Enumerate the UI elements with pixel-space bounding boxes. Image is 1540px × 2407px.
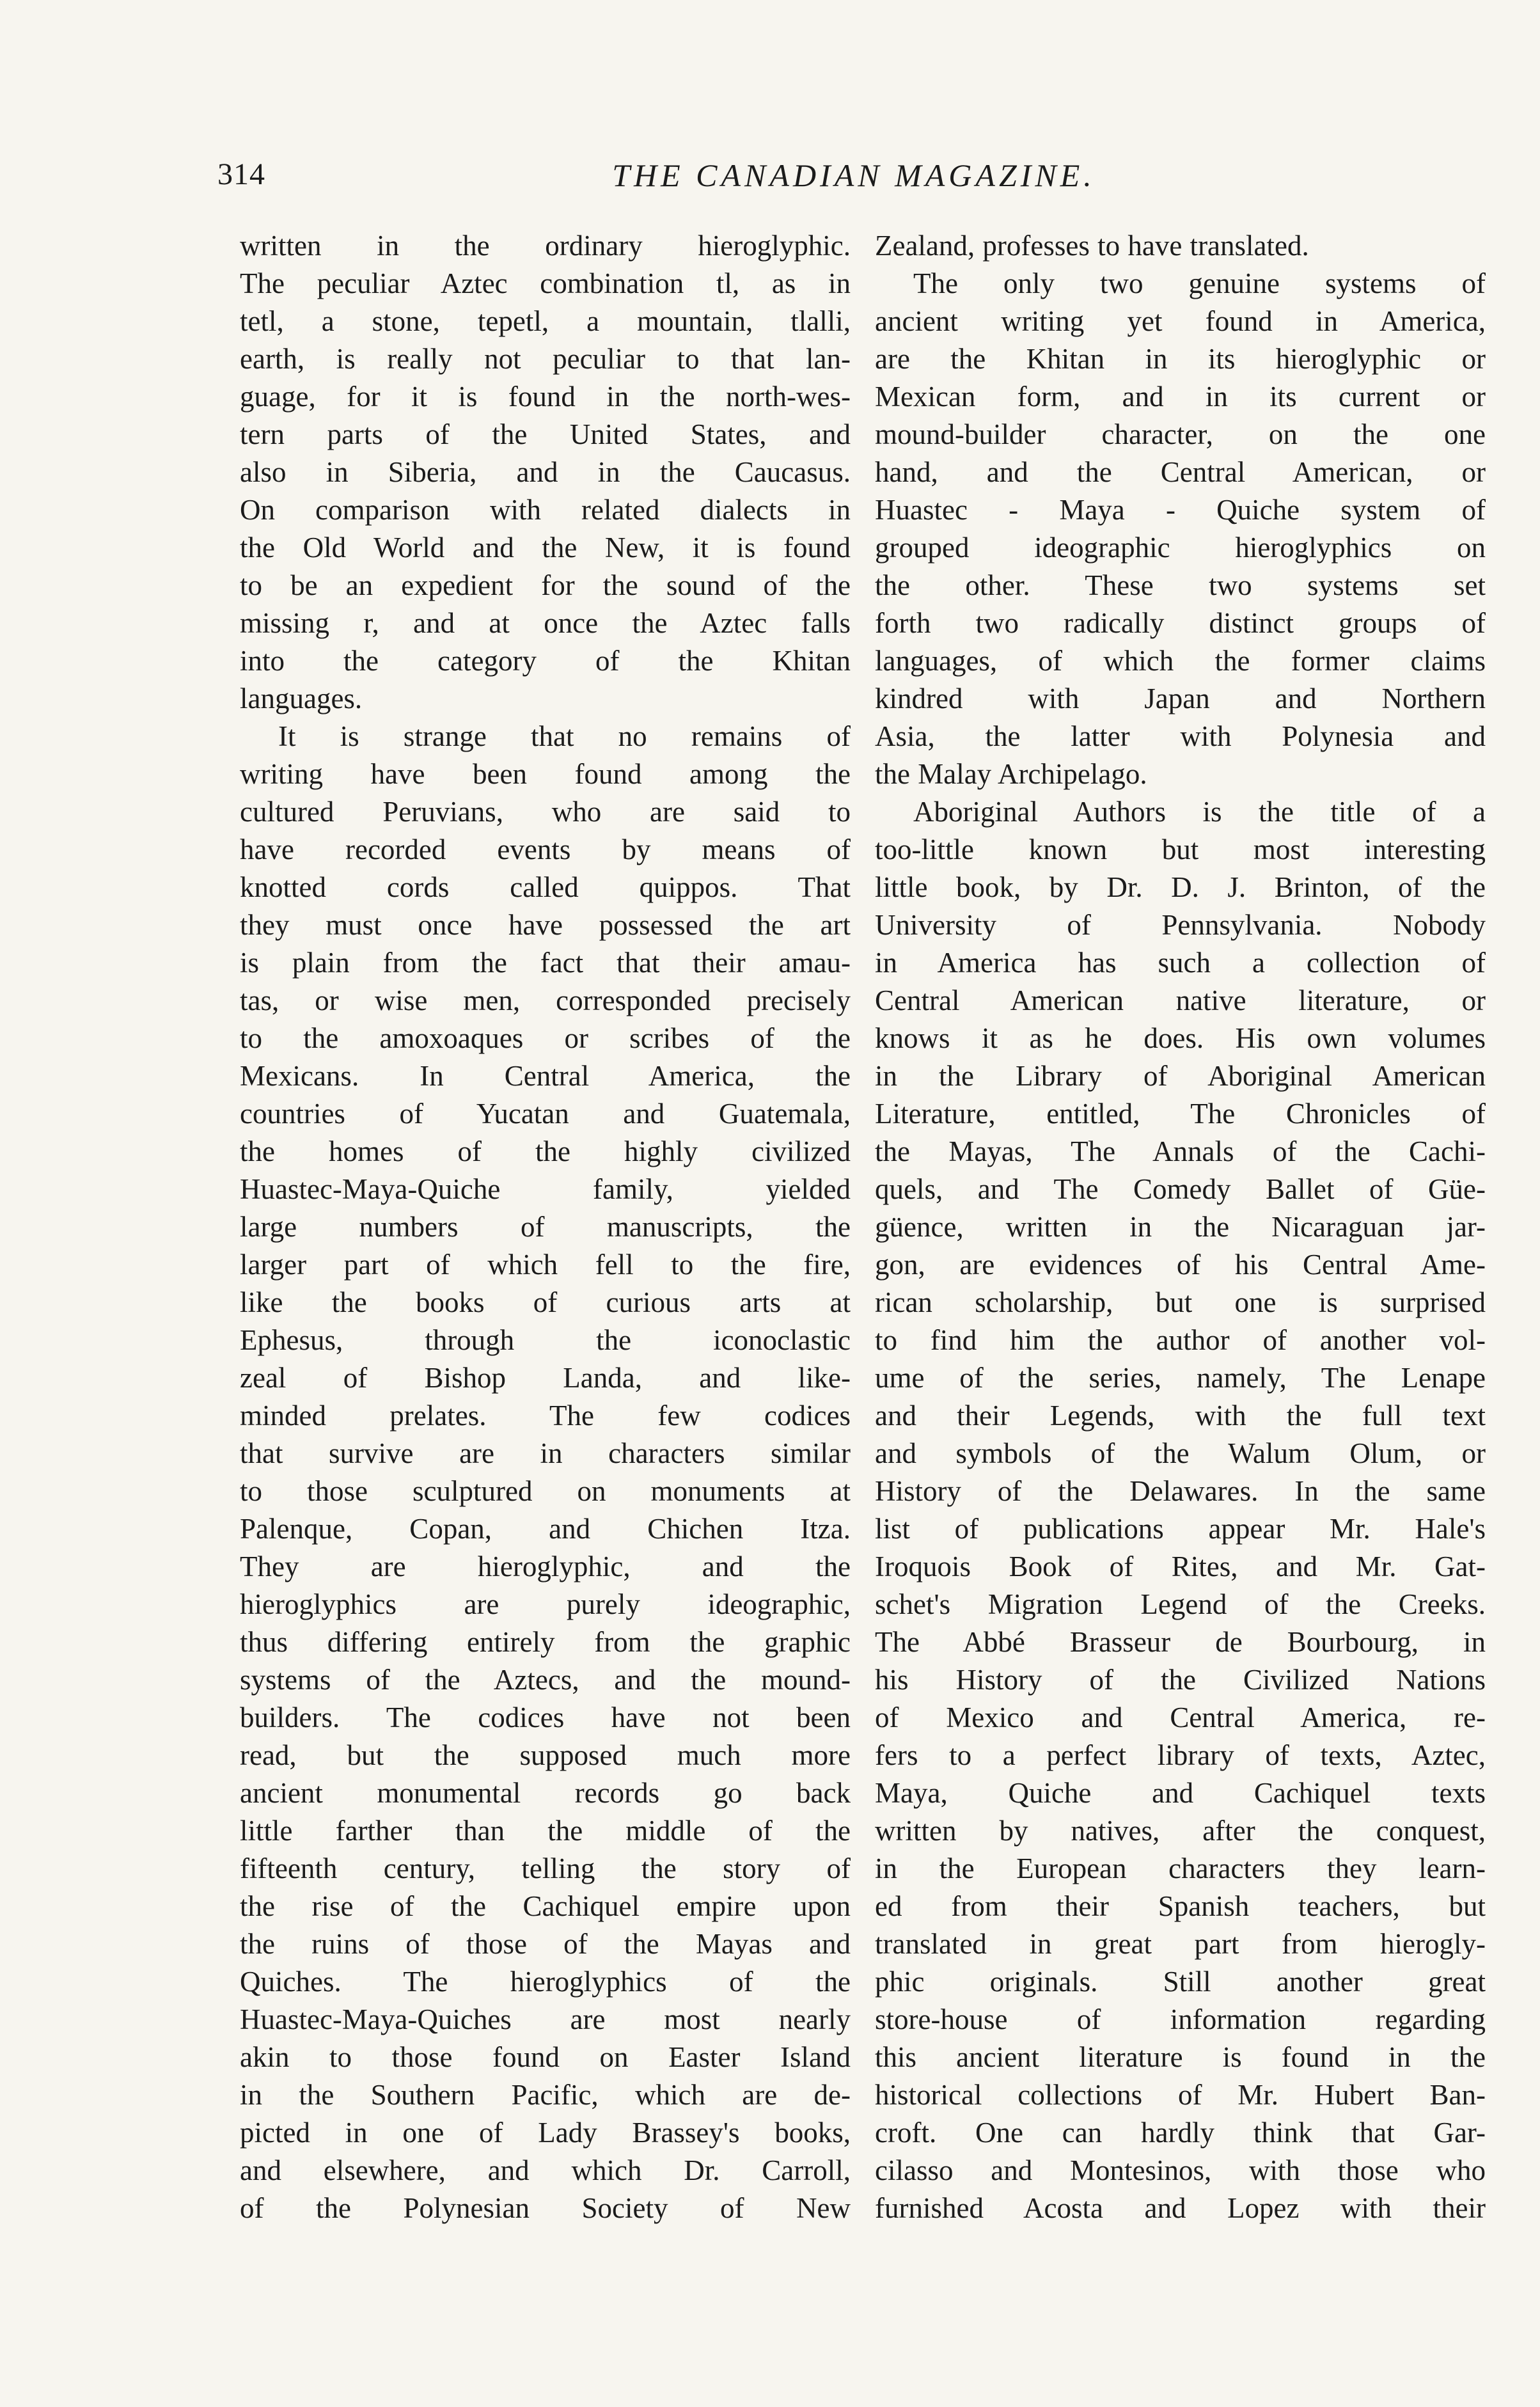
text-line: The peculiar Aztec combination tl, as in	[240, 267, 851, 299]
text-line: missing r, and at once the Aztec falls	[240, 607, 851, 639]
text-line: to those sculptured on monuments at	[240, 1475, 851, 1507]
text-line: Quiches. The hieroglyphics of the	[240, 1966, 851, 1998]
text-line: phic originals. Still another great	[875, 1966, 1486, 1998]
text-line: The Abbé Brasseur de Bourbourg, in	[875, 1626, 1486, 1658]
page-number: 314	[217, 157, 265, 191]
text-line: gon, are evidences of his Central Ame-	[875, 1249, 1486, 1281]
text-line: tern parts of the United States, and	[240, 418, 851, 450]
text-line: languages, of which the former claims	[875, 645, 1486, 677]
text-line: read, but the supposed much more	[240, 1739, 851, 1771]
text-line: to find him the author of another vol-	[875, 1324, 1486, 1356]
text-line: hieroglyphics are purely ideographic,	[240, 1588, 851, 1620]
text-line: Ephesus, through the iconoclastic	[240, 1324, 851, 1356]
text-line: also in Siberia, and in the Caucasus.	[240, 456, 851, 488]
text-line: cultured Peruvians, who are said to	[240, 796, 851, 828]
text-line: list of publications appear Mr. Hale's	[875, 1513, 1486, 1545]
text-line: the homes of the highly civilized	[240, 1135, 851, 1167]
text-line: systems of the Aztecs, and the mound-	[240, 1664, 851, 1696]
text-line: translated in great part from hierogly-	[875, 1928, 1486, 1960]
text-line: Zealand, professes to have translated.	[875, 230, 1309, 262]
text-line: and their Legends, with the full text	[875, 1400, 1486, 1432]
text-line: like the books of curious arts at	[240, 1286, 851, 1318]
text-line: languages.	[240, 683, 363, 714]
text-line: into the category of the Khitan	[240, 645, 851, 677]
text-line: Palenque, Copan, and Chichen Itza.	[240, 1513, 851, 1545]
text-line: picted in one of Lady Brassey's books,	[240, 2117, 851, 2149]
text-line: to the amoxoaques or scribes of the	[240, 1022, 851, 1054]
text-line: they must once have possessed the art	[240, 909, 851, 941]
page-header	[217, 157, 1490, 208]
text-line: have recorded events by means of	[240, 833, 851, 865]
text-line: the Mayas, The Annals of the Cachi-	[875, 1135, 1486, 1167]
text-line: larger part of which fell to the fire,	[240, 1249, 851, 1281]
text-line: forth two radically distinct groups of	[875, 607, 1486, 639]
text-line: large numbers of manuscripts, the	[240, 1211, 851, 1243]
text-line: written by natives, after the conquest,	[875, 1815, 1486, 1847]
text-line: store-house of information regarding	[875, 2003, 1486, 2035]
text-line: to be an expedient for the sound of the	[240, 569, 851, 601]
text-line: writing have been found among the	[240, 758, 851, 790]
text-line: ume of the series, namely, The Lenape	[875, 1362, 1486, 1394]
text-line: croft. One can hardly think that Gar-	[875, 2117, 1486, 2149]
text-line: They are hieroglyphic, and the	[240, 1551, 851, 1582]
text-line: fifteenth century, telling the story of	[240, 1852, 851, 1884]
text-line: his History of the Civilized Nations	[875, 1664, 1486, 1696]
text-line: knows it as he does. His own volumes	[875, 1022, 1486, 1054]
running-title: THE CANADIAN MAGAZINE.	[612, 157, 1096, 193]
text-line: of the Polynesian Society of New	[240, 2192, 851, 2224]
text-line: It is strange that no remains of	[278, 720, 851, 752]
text-line: little farther than the middle of the	[240, 1815, 851, 1847]
text-line: historical collections of Mr. Hubert Ban-	[875, 2079, 1486, 2111]
text-line: kindred with Japan and Northern	[875, 683, 1486, 714]
text-line: earth, is really not peculiar to that lan-	[240, 343, 851, 375]
text-line: ancient monumental records go back	[240, 1777, 851, 1809]
text-line: this ancient literature is found in the	[875, 2041, 1486, 2073]
text-line: in America has such a collection of	[875, 947, 1486, 979]
text-line: On comparison with related dialects in	[240, 494, 851, 526]
text-line: ed from their Spanish teachers, but	[875, 1890, 1486, 1922]
text-line: Mexican form, and in its current or	[875, 381, 1486, 413]
text-line: and elsewhere, and which Dr. Carroll,	[240, 2154, 851, 2186]
text-line: of Mexico and Central America, re-	[875, 1701, 1486, 1733]
text-line: Huastec-Maya-Quiches are most nearly	[240, 2003, 851, 2035]
text-line: mound-builder character, on the one	[875, 418, 1486, 450]
text-line: minded prelates. The few codices	[240, 1400, 851, 1432]
text-line: the other. These two systems set	[875, 569, 1486, 601]
text-line: The only two genuine systems of	[913, 267, 1486, 299]
text-line: written in the ordinary hieroglyphic.	[240, 230, 851, 262]
text-line: schet's Migration Legend of the Creeks.	[875, 1588, 1486, 1620]
text-line: the Malay Archipelago.	[875, 758, 1147, 790]
text-line: Huastec - Maya - Quiche system of	[875, 494, 1486, 526]
text-line: Asia, the latter with Polynesia and	[875, 720, 1486, 752]
text-line: the rise of the Cachiquel empire upon	[240, 1890, 851, 1922]
text-column-left	[240, 227, 851, 2227]
text-line: tas, or wise men, corresponded precisely	[240, 984, 851, 1016]
text-line: Aboriginal Authors is the title of a	[913, 796, 1486, 828]
text-line: guage, for it is found in the north-wes-	[240, 381, 851, 413]
text-line: Literature, entitled, The Chronicles of	[875, 1098, 1486, 1130]
text-line: little book, by Dr. D. J. Brinton, of the	[875, 871, 1486, 903]
text-line: cilasso and Montesinos, with those who	[875, 2154, 1486, 2186]
text-line: rican scholarship, but one is surprised	[875, 1286, 1486, 1318]
text-line: ancient writing yet found in America,	[875, 305, 1486, 337]
text-line: History of the Delawares. In the same	[875, 1475, 1486, 1507]
text-line: tetl, a stone, tepetl, a mountain, tlalli,	[240, 305, 851, 337]
text-line: zeal of Bishop Landa, and like-	[240, 1362, 851, 1394]
text-line: in the Southern Pacific, which are de-	[240, 2079, 851, 2111]
text-line: are the Khitan in its hieroglyphic or	[875, 343, 1486, 375]
text-line: that survive are in characters similar	[240, 1437, 851, 1469]
text-line: countries of Yucatan and Guatemala,	[240, 1098, 851, 1130]
text-line: in the Library of Aboriginal American	[875, 1060, 1486, 1092]
text-line: thus differing entirely from the graphic	[240, 1626, 851, 1658]
text-column-right	[875, 227, 1486, 2227]
text-line: builders. The codices have not been	[240, 1701, 851, 1733]
text-line: fers to a perfect library of texts, Aztec,	[875, 1739, 1486, 1771]
text-line: furnished Acosta and Lopez with their	[875, 2192, 1486, 2224]
text-line: hand, and the Central American, or	[875, 456, 1486, 488]
text-line: the Old World and the New, it is found	[240, 532, 851, 564]
text-line: quels, and The Comedy Ballet of Güe-	[875, 1173, 1486, 1205]
text-line: Central American native literature, or	[875, 984, 1486, 1016]
text-line: Huastec-Maya-Quiche family, yielded	[240, 1173, 851, 1205]
text-line: too-little known but most interesting	[875, 833, 1486, 865]
text-line: akin to those found on Easter Island	[240, 2041, 851, 2073]
text-line: Maya, Quiche and Cachiquel texts	[875, 1777, 1486, 1809]
text-line: the ruins of those of the Mayas and	[240, 1928, 851, 1960]
text-line: in the European characters they learn-	[875, 1852, 1486, 1884]
text-line: knotted cords called quippos. That	[240, 871, 851, 903]
text-line: grouped ideographic hieroglyphics on	[875, 532, 1486, 564]
text-line: University of Pennsylvania. Nobody	[875, 909, 1486, 941]
text-line: is plain from the fact that their amau-	[240, 947, 851, 979]
text-line: Iroquois Book of Rites, and Mr. Gat-	[875, 1551, 1486, 1582]
text-line: güence, written in the Nicaraguan jar-	[875, 1211, 1486, 1243]
text-line: and symbols of the Walum Olum, or	[875, 1437, 1486, 1469]
text-line: Mexicans. In Central America, the	[240, 1060, 851, 1092]
